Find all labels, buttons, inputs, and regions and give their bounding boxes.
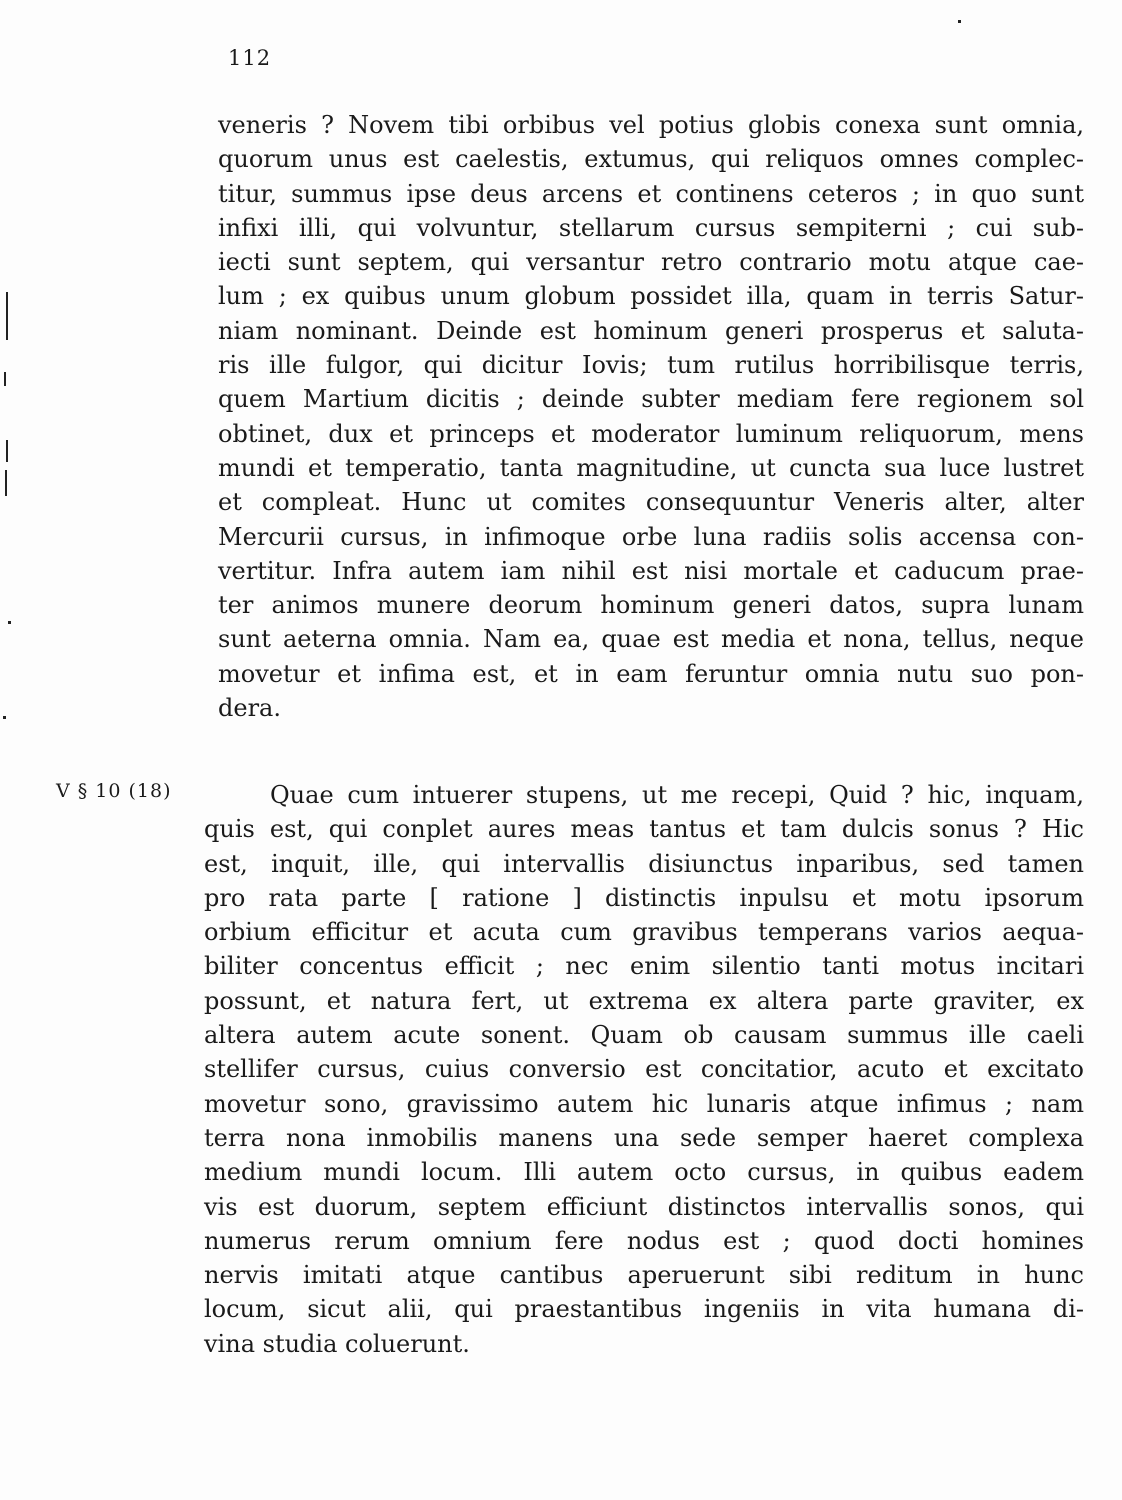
text-line: iecti sunt septem, qui versantur retro contrario motu atque cae- [218,248,1084,277]
text-line: ris ille fulgor, qui dicitur Iovis; tum rutilus horribilisque terris, [218,351,1084,380]
text-line: biliter concentus efficit ; nec enim silentio tanti motus incitari [204,952,1084,981]
text-line: infixi illi, qui volvuntur, stellarum cursus sempiterni ; cui sub- [218,213,1084,242]
margin-section-reference: V § 10 (18) [56,780,172,802]
text-line: Quae cum intuerer stupens, ut me recepi, Quid ? hic, inquam, [270,781,1084,809]
scan-mark [5,470,7,496]
scan-mark [4,372,6,386]
text-line: movetur sono, gravissimo autem hic lunaris atque infimus ; nam [204,1089,1084,1118]
text-line: altera autem acute sonent. Quam ob causam summus ille caeli [204,1021,1084,1050]
text-line: Mercurii cursus, in infimoque orbe luna radiis solis accensa con- [218,522,1084,551]
scan-mark [6,440,8,462]
text-line: dera. [218,694,281,723]
paragraph-2 [204,778,1084,1361]
text-line: lum ; ex quibus unum globum possidet illa, quam in terris Satur- [218,282,1084,311]
text-line: est, inquit, ille, qui intervallis disiunctus inparibus, sed tamen [204,849,1084,878]
text-line: possunt, et natura fert, ut extrema ex altera parte graviter, ex [204,986,1084,1015]
scan-mark [8,621,11,624]
text-line: numerus rerum omnium fere nodus est ; quod docti homines [204,1226,1084,1255]
text-line: sunt aeterna omnia. Nam ea, quae est media et nona, tellus, neque [218,625,1084,654]
text-line: vertitur. Infra autem iam nihil est nisi mortale et caducum prae- [218,556,1084,585]
text-line: quorum unus est caelestis, extumus, qui reliquos omnes complec- [218,145,1084,174]
text-line: quis est, qui conplet aures meas tantus et tam dulcis sonus ? Hic [204,815,1084,844]
text-line: locum, sicut alii, qui praestantibus ingeniis in vita humana di- [204,1295,1084,1324]
text-line: medium mundi locum. Illi autem octo cursus, in quibus eadem [204,1158,1084,1187]
text-line: titur, summus ipse deus arcens et continens ceteros ; in quo sunt [218,179,1084,208]
text-line: nervis imitati atque cantibus aperuerunt sibi reditum in hunc [204,1261,1084,1290]
text-line: veneris ? Novem tibi orbibus vel potius globis conexa sunt omnia, [218,111,1084,139]
scan-mark [6,292,8,340]
text-line: terra nona inmobilis manens una sede semper haeret complexa [204,1123,1084,1152]
text-line: pro rata parte [ ratione ] distinctis inpulsu et motu ipsorum [204,883,1084,912]
scan-mark [958,20,961,23]
text-line: movetur et infima est, et in eam feruntur omnia nutu suo pon- [218,659,1084,688]
text-line: et compleat. Hunc ut comites consequuntur Veneris alter, alter [218,488,1084,517]
text-line: mundi et temperatio, tanta magnitudine, ut cuncta sua luce lustret [218,453,1084,482]
scan-mark [3,716,6,719]
text-line: niam nominant. Deinde est hominum generi prosperus et saluta- [218,316,1084,345]
text-line: orbium efficitur et acuta cum gravibus temperans varios aequa- [204,918,1084,947]
paragraph-1 [218,108,1084,725]
page-number: 112 [228,46,272,70]
text-line: obtinet, dux et princeps et moderator luminum reliquorum, mens [218,419,1084,448]
text-line: quem Martium dicitis ; deinde subter mediam fere regionem sol [218,385,1084,414]
text-line: vina studia coluerunt. [204,1329,470,1358]
text-line: ter animos munere deorum hominum generi datos, supra lunam [218,591,1084,620]
text-line: stellifer cursus, cuius conversio est concitatior, acuto et excitato [204,1055,1084,1084]
text-line: vis est duorum, septem efficiunt distinctos intervallis sonos, qui [204,1192,1084,1221]
